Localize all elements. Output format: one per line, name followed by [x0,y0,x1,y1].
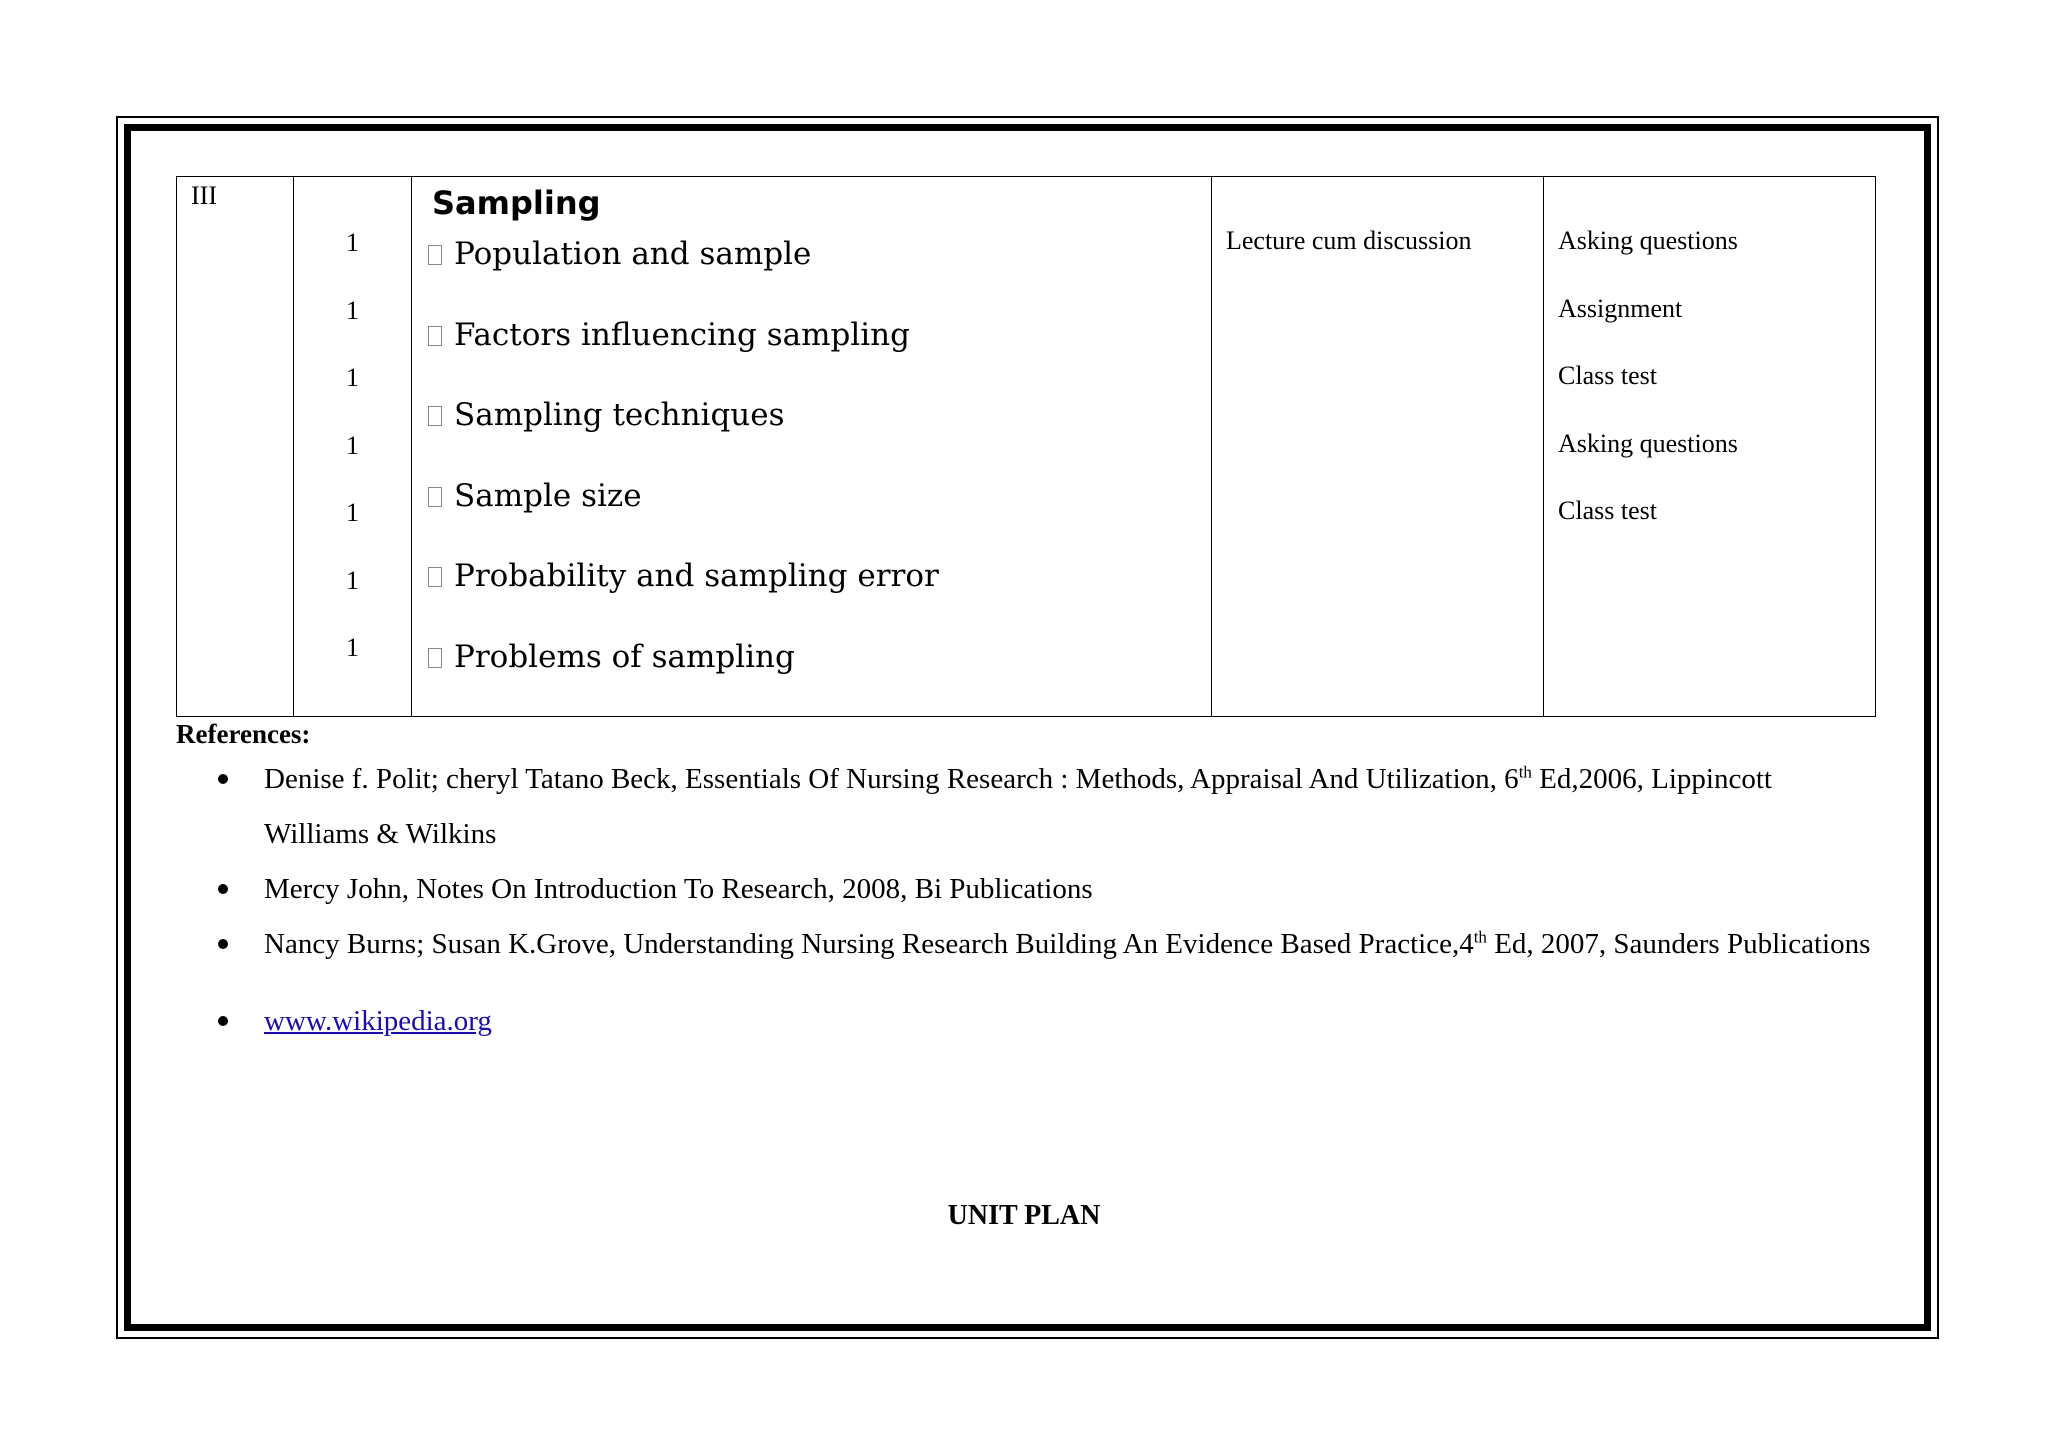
hours-item: 1 [346,295,359,325]
hours-item: 1 [346,228,359,257]
wikipedia-link[interactable]: www.wikipedia.org [264,1005,492,1037]
evaluation-item: Asking questions [1558,428,1738,458]
bullet-box-icon [428,326,442,346]
bullet-box-icon [428,406,442,426]
references-heading: References: [176,719,311,749]
reference-superscript: th [1473,927,1487,947]
hours-item: 1 [346,498,359,527]
references-list [176,752,1876,1049]
bullet-box-icon [428,567,442,587]
topic-label: Problems of sampling [454,638,795,675]
evaluation-item: Class test [1558,496,1657,525]
hours-item: 1 [346,430,359,460]
unit-cell: III [177,177,294,717]
topic-title: Sampling [432,184,601,222]
reference-item [176,917,1876,972]
reference-item [176,994,1876,1049]
reference-text: Ed, 2007, Saunders Publications [1486,928,1871,960]
hours-item: 1 [346,633,359,662]
bullet-box-icon [428,648,442,668]
reference-text: Ed,2006, Lippincott Williams & Wilkins [264,763,1772,850]
hours-item: 1 [346,363,359,392]
unit-plan-title: UNIT PLAN [947,1200,1101,1231]
list-item [428,636,1211,717]
evaluation-item: Assignment [1558,293,1683,323]
list-item [428,555,1211,636]
evaluation-item: Class test [1558,361,1657,390]
reference-item [176,752,1876,862]
hours-cell [294,177,412,717]
bullet-icon [218,884,228,894]
list-item [428,475,1211,556]
content-cell [412,177,1212,717]
topic-label: Sample size [454,477,642,514]
evaluation-cell [1544,177,1876,717]
topic-label: Sampling techniques [454,397,785,433]
references-section [176,716,1876,1049]
reference-text: Denise f. Polit; cheryl Tatano Beck, Essentials Of Nursing Research : Methods, Appraisal And Utilization, 6 [264,763,1519,795]
bullet-icon [218,939,228,949]
unit-plan-table [176,176,1876,717]
topic-label: Factors influencing sampling [454,316,910,353]
hours-item: 1 [346,565,359,595]
topic-label: Probability and sampling error [454,558,939,594]
topic-list [412,233,1211,716]
method-cell: Lecture cum discussion [1212,177,1544,717]
bullet-box-icon [428,487,442,507]
hours-list [294,227,411,700]
list-item [428,394,1211,475]
reference-text: Mercy John, Notes On Introduction To Research, 2008, Bi Publications [264,873,1093,905]
reference-item [176,862,1876,917]
topic-label: Population and sample [454,236,812,272]
bullet-icon [218,774,228,784]
list-item [428,233,1211,314]
table-row [177,177,1876,717]
reference-text: Nancy Burns; Susan K.Grove, Understanding Nursing Research Building An Evidence Based Practice,4 [264,928,1474,960]
evaluation-item: Asking questions [1558,226,1738,255]
list-item [428,314,1211,395]
evaluation-list [1544,225,1875,563]
bullet-box-icon [428,245,442,265]
reference-superscript: th [1518,762,1532,782]
bullet-icon [218,1016,228,1026]
